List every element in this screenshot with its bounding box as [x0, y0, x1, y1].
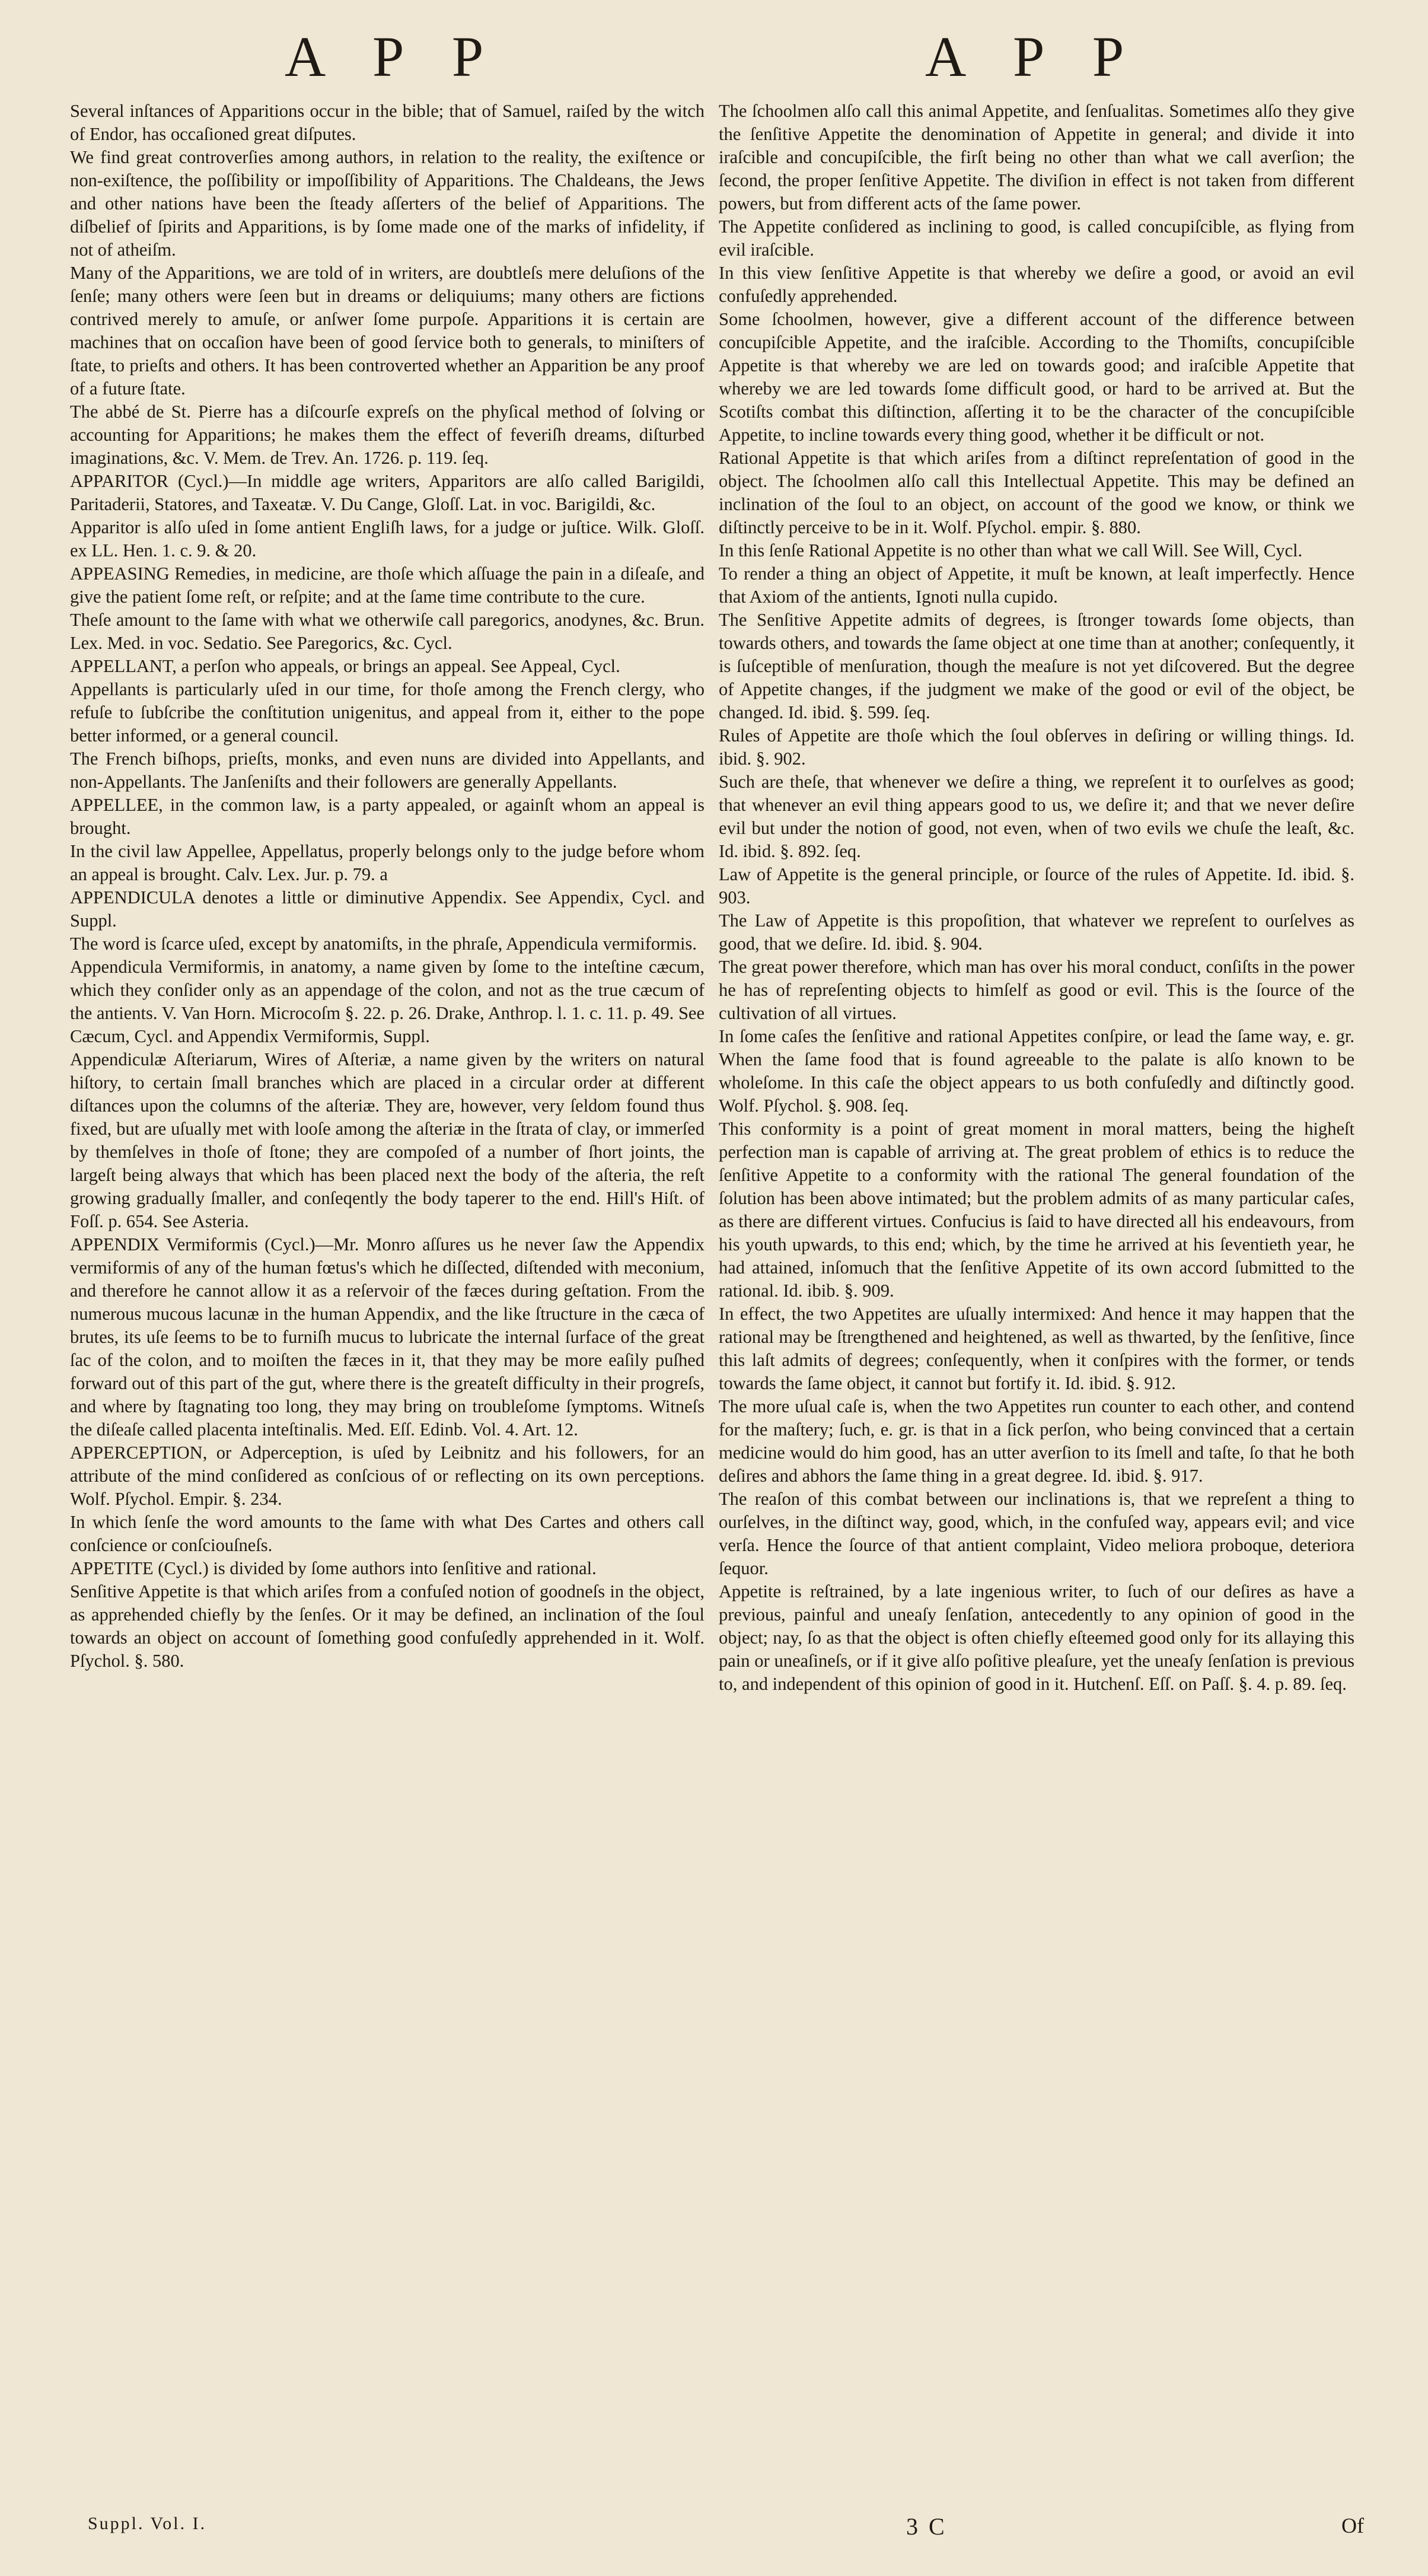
- paragraph: The reaſon of this combat between our inclinations is, that we repreſent a thing to ourſelves, in the diſtinct way, good, which, in the confuſed way, appears evil; and vice verſa. Hence the ſource of that antient complaint, Video meliora proboque, deteriora ſequor.: [719, 1489, 1354, 1578]
- volume-signature: Suppl. Vol. I.: [88, 2514, 207, 2533]
- entry-apparitor: APPARITOR (Cycl.)—In middle age writers, Apparitors are alſo called Barigildi, Paritaderii, Statores, and Taxeatæ. V. Du Cange, Gloſſ. Lat. in voc. Barigildi, &c.: [70, 471, 705, 514]
- paragraph: The great power therefore, which man has over his moral conduct, conſiſts in the power he has of repreſenting objects to himſelf as good or evil. This is the ſource of the cultivation of all virtues.: [719, 957, 1354, 1023]
- signature-mark: 3 C: [906, 2513, 947, 2540]
- running-head-left: A P P: [285, 25, 502, 88]
- paragraph: The more uſual caſe is, when the two Appetites run counter to each other, and contend for the maſtery; ſuch, e. gr. is that in a ſick perſon, who being convinced that a certain medicine would do him good, has an utter averſion to its ſmell and taſte, ſo that he both deſires and abhors the ſame thing in a great degree. Id. ibid. §. 917.: [719, 1396, 1354, 1486]
- paragraph: The Law of Appetite is this propoſition, that whatever we repreſent to ourſelves as good, that we deſire. Id. ibid. §. 904.: [719, 910, 1354, 954]
- paragraph: To render a thing an object of Appetite, it muſt be known, at leaſt imperfectly. Hence that Axiom of the antients, Ignoti nulla cupido.: [719, 563, 1354, 607]
- paragraph: The Senſitive Appetite admits of degrees, is ſtronger towards ſome objects, than towards others, and towards the ſame object at one time than at another; conſequently, it is ſuſceptible of menſuration, though the meaſure is not yet diſcovered. But the degree of Appetite changes, if the judgment we make of the good or evil of the object, be changed. Id. ibid. §. 599. ſeq.: [719, 610, 1354, 722]
- left-column: [70, 100, 705, 1673]
- paragraph: Appetite is reſtrained, by a late ingenious writer, to ſuch of our deſires as have a previous, painful and uneaſy ſenſation, antecedently to any opinion of good in the object; nay, ſo as that the object is often chiefly eſteemed good only for its allaying this pain or uneaſineſs, or if it give alſo poſitive pleaſure, yet the uneaſy ſenſation is previous to, and independent of this opinion of good in it. Hutchenſ. Eſſ. on Paſſ. §. 4. p. 89. ſeq.: [719, 1581, 1354, 1694]
- right-column: [719, 100, 1354, 1696]
- paragraph: In this view ſenſitive Appetite is that whereby we deſire a good, or avoid an evil confuſedly apprehended.: [719, 263, 1354, 306]
- running-head-right: A P P: [925, 25, 1142, 88]
- paragraph: Some ſchoolmen, however, give a different account of the difference between concupiſcible Appetite, and the iraſcible. According to the Thomiſts, concupiſcible Appetite is that whereby we are led on towards good; and iraſcible Appetite that whereby we are led towards ſome difficult good, or hard to be arrived at. But the Scotiſts combat this diſtinction, aſſerting it to be the character of the concupiſcible Appetite, to incline towards every thing good, whether it be difficult or not.: [719, 309, 1354, 445]
- paragraph: Senſitive Appetite is that which ariſes from a confuſed notion of goodneſs in the object, as apprehended chiefly by the ſenſes. Or it may be defined, an inclination of the ſoul towards an object on account of ſomething good confuſedly apprehended in it. Wolf. Pſychol. §. 580.: [70, 1581, 705, 1671]
- entry-appetite: APPETITE (Cycl.) is divided by ſome authors into ſenſitive and rational.: [70, 1558, 597, 1578]
- paragraph: Apparitor is alſo uſed in ſome antient Engliſh laws, for a judge or juſtice. Wilk. Gloſſ. ex LL. Hen. 1. c. 9. & 20.: [70, 517, 705, 561]
- entry-appendix: APPENDIX Vermiformis (Cycl.)—Mr. Monro aſſures us he never ſaw the Appendix vermiformis of any of the human fœtus's which he diſſected, diſtended with meconium, and therefore he cannot allow it as a reſervoir of the fæces during geſtation. From the numerous mucous lacunæ in the human Appendix, and the like ſtructure in the cæca of brutes, its uſe ſeems to be to furniſh mucus to lubricate the internal ſurface of the great ſac of the colon, and to moiſten the fæces in it, that they may be more eaſily puſhed forward out of this part of the gut, where there is the greateſt difficulty in their progreſs, and where by ſtagnating too long, they may bring on troubleſome ſymptoms. Witneſs the diſeaſe called placenta inteſtinalis. Med. Eſſ. Edinb. Vol. 4. Art. 12.: [70, 1234, 705, 1440]
- paragraph: Appendicula Vermiformis, in anatomy, a name given by ſome to the inteſtine cæcum, which they conſider only as an appendage of the colon, and not as the true cæcum of the antients. V. Van Horn. Microcoſm §. 22. p. 26. Drake, Anthrop. l. 1. c. 11. p. 49. See Cæcum, Cycl. and Appendix Vermiformis, Suppl.: [70, 957, 705, 1046]
- paragraph: Theſe amount to the ſame with what we otherwiſe call paregorics, anodynes, &c. Brun. Lex. Med. in voc. Sedatio. See Paregorics, &c. Cycl.: [70, 610, 705, 653]
- paragraph: Many of the Apparitions, we are told of in writers, are doubtleſs mere deluſions of the ſenſe; many others were ſeen but in dreams or deliquiums; many others are fictions contrived merely to amuſe, or anſwer ſome purpoſe. Apparitions it is certain are machines that on occaſion have been of good ſervice both to generals, to miniſters of ſtate, to prieſts and others. It has been controverted whether an Apparition be any proof of a future ſtate.: [70, 263, 705, 399]
- entry-appellee: APPELLEE, in the common law, is a party appealed, or againſt whom an appeal is brought.: [70, 795, 705, 838]
- paragraph: Several inſtances of Apparitions occur in the bible; that of Samuel, raiſed by the witch of Endor, has occaſioned great diſputes.: [70, 101, 705, 144]
- paragraph: In effect, the two Appetites are uſually intermixed: And hence it may happen that the rational may be ſtrengthened and heightened, as well as thwarted, by the ſenſitive, ſince this laſt admits of degrees; conſequently, when it conſpires with the former, or tends towards the ſame object, it cannot but fortify it. Id. ibid. §. 912.: [719, 1304, 1354, 1393]
- paragraph: Law of Appetite is the general principle, or ſource of the rules of Appetite. Id. ibid. §. 903.: [719, 864, 1354, 908]
- catchword: Of: [1341, 2514, 1364, 2537]
- paragraph: The Appetite conſidered as inclining to good, is called concupiſcible, as flying from evil iraſcible.: [719, 216, 1354, 260]
- paragraph: This conformity is a point of great moment in moral matters, being the higheſt perfection man is capable of arriving at. The great problem of ethics is to reduce the ſenſitive Appetite to a conformity with the rational The general foundation of the ſolution has been above intimated; but the problem admits of as many particular caſes, as there are different virtues. Confucius is ſaid to have directed all his endeavours, from his youth upwards, to this end; which, by the time he arrived at his ſeventieth year, he had attained, inſomuch that the ſenſitive Appetite of its own accord ſubmitted to the rational. Id. ibib. §. 909.: [719, 1119, 1354, 1301]
- entry-appendicula: APPENDICULA denotes a little or diminutive Appendix. See Appendix, Cycl. and Suppl.: [70, 887, 705, 931]
- paragraph: In ſome caſes the ſenſitive and rational Appetites conſpire, or lead the ſame way, e. gr. When the ſame food that is found agreeable to the palate is alſo known to be wholeſome. In this caſe the object appears to us both confuſedly and diſtinctly good. Wolf. Pſychol. §. 908. ſeq.: [719, 1026, 1354, 1116]
- entry-appeasing: APPEASING Remedies, in medicine, are thoſe which aſſuage the pain in a diſeaſe, and give the patient ſome reſt, or reſpite; and at the ſame time contribute to the cure.: [70, 563, 705, 607]
- paragraph: Appendiculæ Aſteriarum, Wires of Aſteriæ, a name given by the writers on natural hiſtory, to certain ſmall branches which are placed in a circular order at different diſtances upon the columns of the aſteriæ. They are, however, very ſeldom found thus fixed, but are uſually met with looſe among the aſteriæ in the ſtrata of clay, or immerſed by themſelves in thoſe of ſtone; they are compoſed of a number of ſhort joints, the largeſt being always that which has been placed next the body of the aſteria, the reſt growing gradually ſmaller, and conſeqently the body taperer to the end. Hill's Hiſt. of Foſſ. p. 654. See Asteria.: [70, 1049, 705, 1231]
- paragraph: In which ſenſe the word amounts to the ſame with what Des Cartes and others call conſcience or conſciouſneſs.: [70, 1512, 705, 1555]
- paragraph: Rules of Appetite are thoſe which the ſoul obſerves in deſiring or willing things. Id. ibid. §. 902.: [719, 725, 1354, 769]
- paragraph: Rational Appetite is that which ariſes from a diſtinct repreſentation of good in the object. The ſchoolmen alſo call this Intellectual Appetite. This may be defined an inclination of the ſoul to an object, on account of the good we know, or think we diſtinctly perceive to be in it. Wolf. Pſychol. empir. §. 880.: [719, 448, 1354, 537]
- paragraph: In the civil law Appellee, Appellatus, properly belongs only to the judge before whom an appeal is brought. Calv. Lex. Jur. p. 79. a: [70, 841, 705, 884]
- paragraph: The ſchoolmen alſo call this animal Appetite, and ſenſualitas. Sometimes alſo they give the ſenſitive Appetite the denomination of Appetite in general; and divide it into iraſcible and concupiſcible, the firſt being no other than what we call averſion; the ſecond, the proper ſenſitive Appetite. The diviſion in effect is not taken from different powers, but from different acts of the ſame power.: [719, 101, 1354, 214]
- paragraph: Such are theſe, that whenever we deſire a thing, we repreſent it to ourſelves as good; that whenever an evil thing appears good to us, we deſire it; and that we never deſire evil but under the notion of good, not even, when of two evils we chuſe the leaſt, &c. Id. ibid. §. 892. ſeq.: [719, 772, 1354, 861]
- paragraph: The word is ſcarce uſed, except by anatomiſts, in the phraſe, Appendicula vermiformis.: [70, 934, 697, 954]
- paragraph: Appellants is particularly uſed in our time, for thoſe among the French clergy, who refuſe to ſubſcribe the conſtitution unigenitus, and appeal from it, either to the pope better informed, or a general council.: [70, 679, 705, 746]
- paragraph: We find great controverſies among authors, in relation to the reality, the exiſtence or non-exiſtence, the poſſibility or impoſſibility of Apparitions. The Chaldeans, the Jews and other nations have been the ſteady aſſerters of the belief of Apparitions. The diſbelief of ſpirits and Apparitions, is by ſome made one of the marks of infidelity, if not of atheiſm.: [70, 147, 705, 260]
- paragraph: The abbé de St. Pierre has a diſcourſe expreſs on the phyſical method of ſolving or accounting for Apparitions; he makes them the effect of feveriſh dreams, diſturbed imaginations, &c. V. Mem. de Trev. An. 1726. p. 119. ſeq.: [70, 402, 705, 468]
- paragraph: In this ſenſe Rational Appetite is no other than what we call Will. See Will, Cycl.: [719, 540, 1303, 561]
- entry-apperception: APPERCEPTION, or Adperception, is uſed by Leibnitz and his followers, for an attribute of the mind conſidered as conſcious of or reflecting on its own perceptions. Wolf. Pſychol. Empir. §. 234.: [70, 1443, 705, 1509]
- entry-appellant: APPELLANT, a perſon who appeals, or brings an appeal. See Appeal, Cycl.: [70, 656, 620, 676]
- paragraph: The French biſhops, prieſts, monks, and even nuns are divided into Appellants, and non-Appellants. The Janſeniſts and their followers are generally Appellants.: [70, 749, 705, 792]
